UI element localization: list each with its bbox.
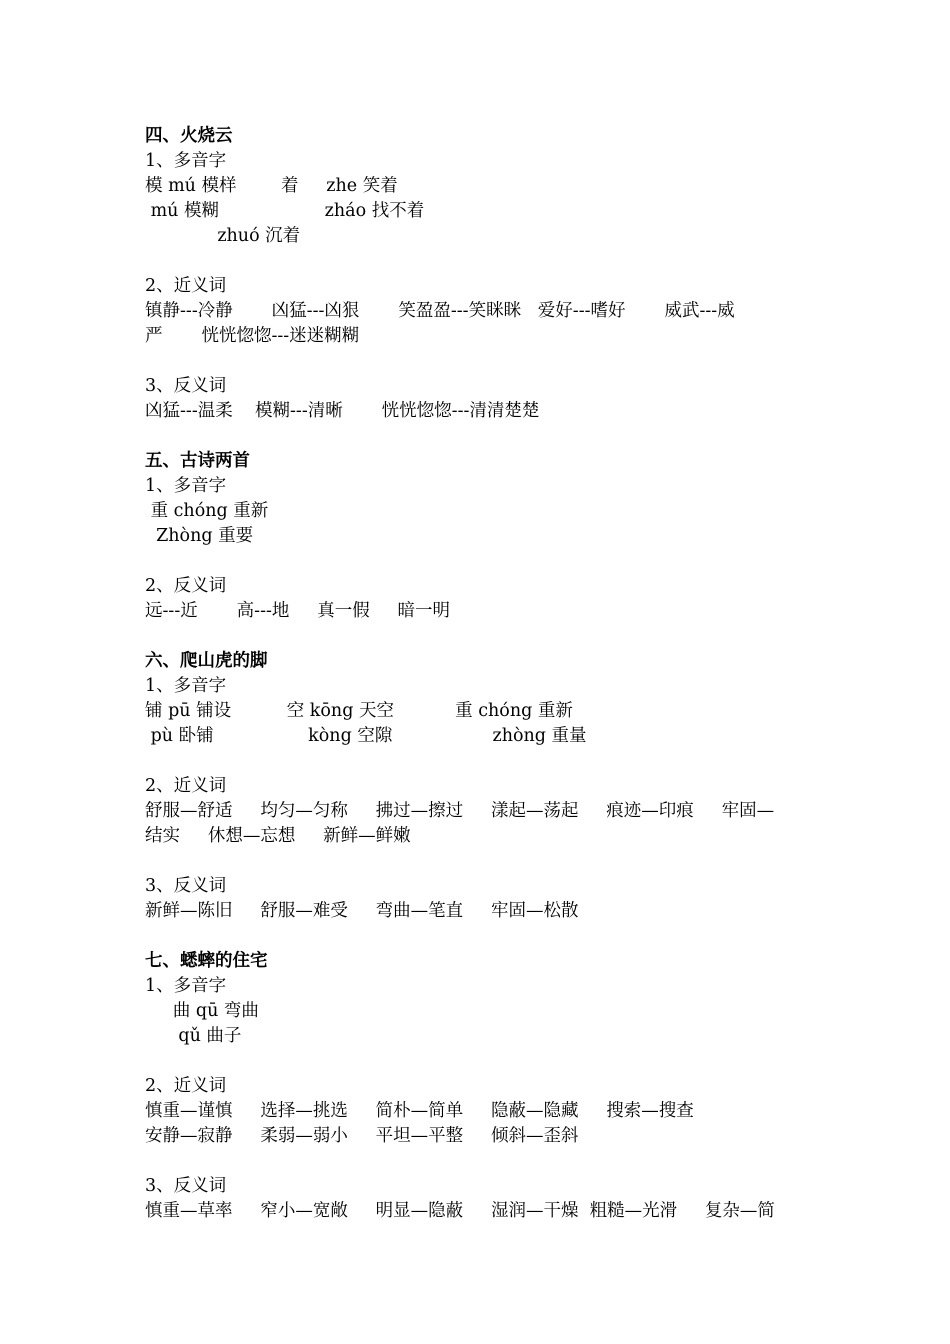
section-heading: 六、爬山虎的脚 <box>145 651 268 671</box>
section-heading: 四、火烧云 <box>145 126 233 146</box>
text-line: 铺 pū 铺设 空 kōng 天空 重 chóng 重新 <box>145 701 573 721</box>
section-heading: 七、蟋蟀的住宅 <box>145 951 268 971</box>
text-line: 凶猛---温柔 模糊---清晰 恍恍惚惚---清清楚楚 <box>145 401 540 421</box>
text-line: 慎重—谨慎 选择—挑选 简朴—简单 隐蔽—隐藏 搜索—搜查 <box>145 1101 694 1121</box>
text-line: 结实 休想—忘想 新鲜—鲜嫩 <box>145 826 411 846</box>
text-line: 重 chóng 重新 <box>145 501 269 521</box>
subheading: 2、近义词 <box>145 276 227 296</box>
subheading: 3、反义词 <box>145 876 227 896</box>
text-line: 模 mú 模样 着 zhe 笑着 <box>145 176 398 196</box>
subheading: 1、多音字 <box>145 976 227 996</box>
subheading: 3、反义词 <box>145 1176 227 1196</box>
text-line: zhuó 沉着 <box>145 226 301 246</box>
subheading: 2、近义词 <box>145 776 227 796</box>
text-line: 远---近 高---地 真一假 暗一明 <box>145 601 451 621</box>
text-line: Zhòng 重要 <box>145 526 254 546</box>
text-line: pù 卧铺 kòng 空隙 zhòng 重量 <box>145 726 587 746</box>
section-heading: 五、古诗两首 <box>145 451 250 471</box>
subheading: 2、反义词 <box>145 576 227 596</box>
text-line: 安静—寂静 柔弱—弱小 平坦—平整 倾斜—歪斜 <box>145 1126 579 1146</box>
text-line: 曲 qū 弯曲 <box>145 1001 259 1021</box>
subheading: 2、近义词 <box>145 1076 227 1096</box>
text-line: 舒服—舒适 均匀—匀称 拂过—擦过 漾起—荡起 痕迹—印痕 牢固— <box>145 801 775 821</box>
subheading: 1、多音字 <box>145 476 227 496</box>
subheading: 1、多音字 <box>145 151 227 171</box>
text-line: mú 模糊 zháo 找不着 <box>145 201 425 221</box>
text-line: 镇静---冷静 凶猛---凶狠 笑盈盈---笑眯眯 爱好---嗜好 威武---威 <box>145 301 735 321</box>
text-line: 严 恍恍惚惚---迷迷糊糊 <box>145 326 360 346</box>
subheading: 1、多音字 <box>145 676 227 696</box>
text-line: 慎重—草率 窄小—宽敞 明显—隐蔽 湿润—干燥 粗糙—光滑 复杂—简 <box>145 1201 775 1221</box>
subheading: 3、反义词 <box>145 376 227 396</box>
text-line: qǔ 曲子 <box>145 1026 242 1046</box>
text-line: 新鲜—陈旧 舒服—难受 弯曲—笔直 牢固—松散 <box>145 901 579 921</box>
